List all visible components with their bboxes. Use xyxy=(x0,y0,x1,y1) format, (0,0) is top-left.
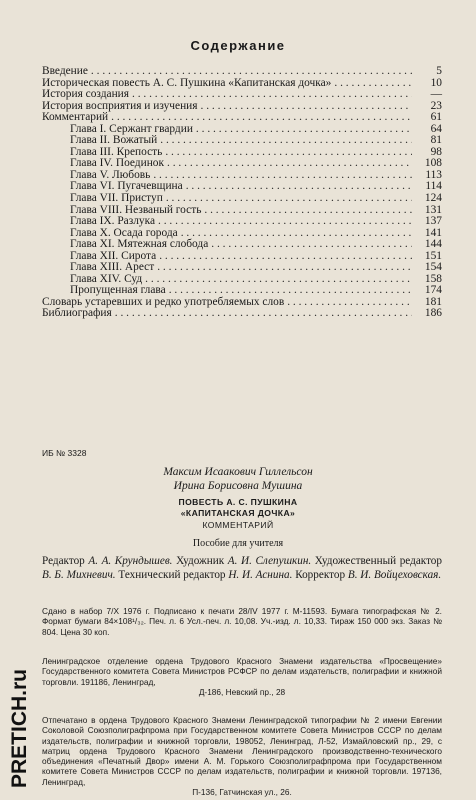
toc-leader-dots xyxy=(331,78,412,90)
toc-entry-label: Библиография xyxy=(42,307,112,320)
toc-entry-page: 151 xyxy=(424,249,442,262)
toc-leader-dots xyxy=(157,135,412,147)
printer-info xyxy=(42,715,442,797)
toc-leader-dots xyxy=(150,170,412,182)
authors-block xyxy=(0,465,476,493)
toc-entry-page: 137 xyxy=(424,215,442,228)
toc-entry-label: История создания xyxy=(42,88,130,101)
toc-entry-page: — xyxy=(430,88,442,101)
credit-name: Н. И. Аснина. xyxy=(228,569,293,581)
author-name: Ирина Борисовна Мушина xyxy=(173,480,303,492)
toc-entry-label: Введение xyxy=(42,65,88,77)
toc-entry-label: Глава XI. Мятежная слобода xyxy=(70,238,209,251)
toc-entry-page: 108 xyxy=(424,157,442,170)
editors-credits xyxy=(42,554,442,582)
toc-leader-dots xyxy=(183,181,412,193)
toc-entry-page: 158 xyxy=(424,272,442,285)
toc-leader-dots xyxy=(208,239,412,251)
toc-entry-label: Историческая повесть А. С. Пушкина «Капитанская дочка» xyxy=(42,76,332,89)
toc-leader-dots xyxy=(156,251,412,263)
watermark-logo xyxy=(2,600,32,790)
toc-entry-page: 186 xyxy=(424,307,442,320)
toc-entry-label: Глава IX. Разлука xyxy=(70,215,156,228)
printer-address: П-136, Гатчинская ул., 26. xyxy=(192,787,292,798)
author-name: Максим Исаакович Гиллельсон xyxy=(163,466,313,478)
toc-entry xyxy=(42,308,442,320)
toc-leader-dots xyxy=(163,193,412,205)
toc-entry-label: Глава X. Осада города xyxy=(70,226,178,239)
credit-name: В. Б. Михневич. xyxy=(42,569,116,581)
credit-name: В. И. Войцеховская. xyxy=(347,569,442,581)
publisher-address: Д-186, Невский пр., 28 xyxy=(198,686,286,697)
toc-entry-label: Словарь устаревших и редко употребляемых слов xyxy=(42,295,285,308)
watermark-svg xyxy=(2,600,32,790)
toc-entry xyxy=(42,66,442,78)
toc-entry-page: 5 xyxy=(436,65,442,77)
toc-entry-label: Глава III. Крепость xyxy=(70,145,163,158)
toc-entry-page: 154 xyxy=(424,261,442,274)
toc-leader-dots xyxy=(154,262,412,274)
toc-entry-label: Глава VII. Приступ xyxy=(70,192,163,205)
credit-text: Художественный редактор xyxy=(311,555,442,567)
toc-entry-page: 174 xyxy=(424,284,442,297)
toc-entry-page: 144 xyxy=(424,238,442,251)
toc-leader-dots xyxy=(129,89,412,101)
credit-text: Редактор xyxy=(42,555,89,567)
book-title xyxy=(0,497,476,519)
toc-leader-dots xyxy=(88,66,412,78)
toc-entry-label: Глава IV. Поединок xyxy=(70,157,165,170)
credit-text: Художник xyxy=(172,555,228,567)
toc-entry xyxy=(42,89,442,101)
watermark-text: PRETICH.ru xyxy=(8,668,31,788)
toc-entry-page: 131 xyxy=(424,203,442,216)
toc-entry-label: Глава I. Сержант гвардии xyxy=(70,122,193,135)
isbn-line: ИБ № 3328 xyxy=(42,448,87,458)
toc-entry xyxy=(42,193,442,205)
book-title-line: ПОВЕСТЬ А. С. ПУШКИНА xyxy=(178,497,298,507)
toc-entry-label: Глава V. Любовь xyxy=(70,168,151,181)
toc-leader-dots xyxy=(155,216,412,228)
toc-entry-label: Комментарий xyxy=(42,111,109,124)
toc-entry xyxy=(42,216,442,228)
toc-entry-label: Глава II. Вожатый xyxy=(70,134,158,147)
book-title-line: «КАПИТАНСКАЯ ДОЧКА» xyxy=(180,508,296,518)
toc-entry xyxy=(42,112,442,124)
toc-entry-page: 181 xyxy=(424,295,442,308)
toc-entry-label: Глава VI. Пугачевщина xyxy=(70,180,183,193)
book-audience: Пособие для учителя xyxy=(192,538,284,549)
credit-name: А. А. Крундышев. xyxy=(88,555,173,567)
print-info: Сдано в набор 7/X 1976 г. Подписано к печати 28/IV 1977 г. М-11593. Бумага типографская № 2. Формат бумаги 84×108¹/₃₂. Печ. л. 6 Усл.-печ. л. 10,08. Уч.-изд. л. 10,33. Тираж 150 000 экз. Заказ № 804. Цена 30 коп. xyxy=(42,606,442,637)
toc-entry-page: 141 xyxy=(424,226,442,239)
toc-leader-dots xyxy=(162,147,412,159)
toc-entry-page: 114 xyxy=(425,180,442,193)
toc-leader-dots xyxy=(198,101,412,113)
toc-entry-label: Глава VIII. Незваный гость xyxy=(70,203,202,216)
printer-text: Отпечатано в ордена Трудового Красного Знамени Ленинградской типографии № 2 имени Евгении Соколовой Союзполиграфпрома при Государственном комитете Совета Министров СССР по делам издательств, полиграфии и книжной торговли, 198052, Ленинград, Л-52, Измайловский пр., 29, с матриц ордена Трудового Красного Знамени Ленинградского производственно-технического объединения «Печатный Двор» имени А. М. Горького Союзполиграфпрома при Государственном комитете Совета Министров СССР по делам издательств, полиграфии и книжной торговли. 197136, Ленинград, xyxy=(42,715,442,787)
toc-entry-page: 113 xyxy=(425,168,442,181)
toc-entry-page: 10 xyxy=(430,76,442,89)
credit-text: Корректор xyxy=(292,569,348,581)
toc-leader-dots xyxy=(201,205,412,217)
toc-entry-page: 98 xyxy=(430,145,442,158)
toc-leader-dots xyxy=(284,297,412,309)
toc-title: Содержание xyxy=(190,38,286,53)
toc-entry-page: 124 xyxy=(424,192,442,205)
toc-entry-page: 81 xyxy=(430,134,442,147)
toc-leader-dots xyxy=(108,112,412,124)
table-of-contents xyxy=(42,66,442,320)
toc-entry-label: Глава XII. Сирота xyxy=(70,249,157,262)
credit-name: А. И. Слепушкин. xyxy=(227,555,312,567)
credit-text: Технический редактор xyxy=(115,569,229,581)
toc-entry-page: 64 xyxy=(430,122,442,135)
toc-entry-label: Пропущенная глава xyxy=(70,284,166,297)
toc-entry-label: Глава XIV. Суд xyxy=(70,272,143,285)
toc-entry-page: 23 xyxy=(430,99,442,112)
toc-entry-label: Глава XIII. Арест xyxy=(70,261,155,274)
toc-leader-dots xyxy=(178,228,412,240)
publisher-info xyxy=(42,656,442,697)
toc-leader-dots xyxy=(142,274,412,286)
publisher-text: Ленинградское отделение ордена Трудового Красного Знамени издательства «Просвещение» Государственного комитета Совета Министров РСФСР по делам издательств, полиграфии и книжной торговли. 191186, Ленинград, xyxy=(42,656,442,687)
toc-leader-dots xyxy=(193,124,412,136)
toc-leader-dots xyxy=(164,158,412,170)
toc-entry-page: 61 xyxy=(430,111,442,124)
book-subtitle: КОММЕНТАРИЙ xyxy=(202,520,274,530)
toc-entry-label: История восприятия и изучения xyxy=(42,99,198,112)
toc-leader-dots xyxy=(112,308,412,320)
